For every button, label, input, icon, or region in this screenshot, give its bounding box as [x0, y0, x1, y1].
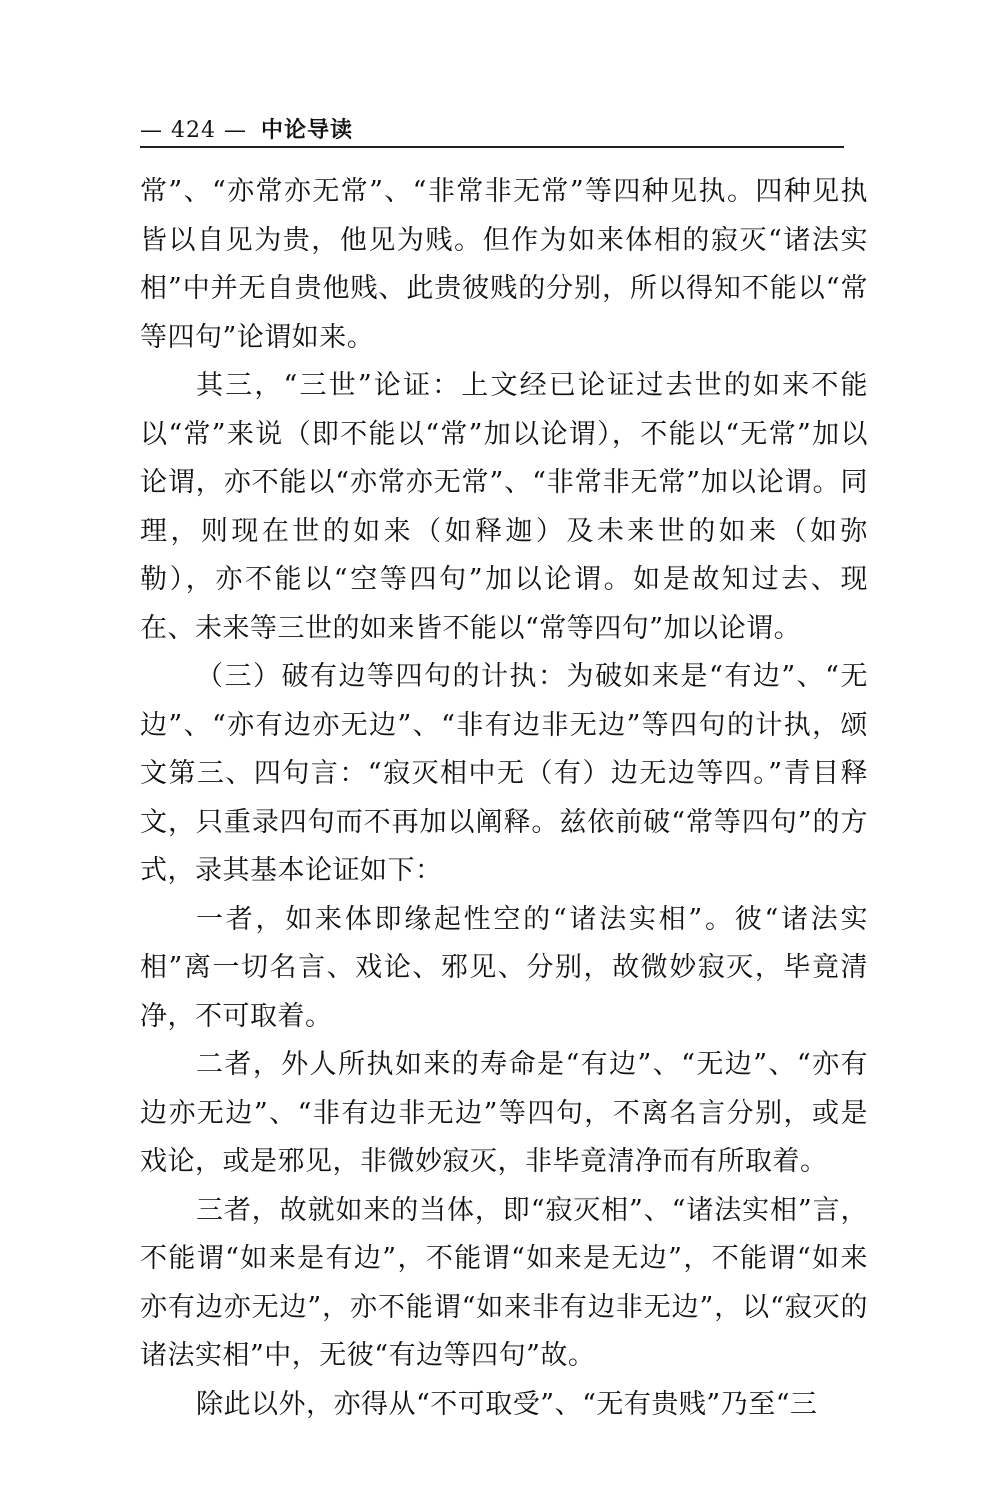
body-text — [140, 168, 868, 1429]
running-header — [140, 116, 353, 146]
paragraph-point-two: 二者，外人所执如来的寿命是“有边”、“无边”、“亦有边亦无边”、“非有边非无边”等四句，不离名言分别，或是戏论，或是邪见，非微妙寂灭，非毕竟清净而有所取着。 — [140, 1049, 868, 1177]
paragraph-point-three: 三者，故就如来的当体，即“寂灭相”、“诸法实相”言，不能谓“如来是有边”，不能谓“如来是无边”，不能谓“如来亦有边亦无边”，亦不能谓“如来非有边非无边”，以“寂灭的诸法实相”中，无彼“有边等四句”故。 — [140, 1194, 868, 1371]
paragraph-final: 除此以外，亦得从“不可取受”、“无有贵贱”乃至“三 — [196, 1388, 818, 1420]
page-number: — 424 — — [140, 118, 247, 143]
book-title: 中论导读 — [260, 118, 353, 143]
paragraph-point-one: 一者，如来体即缘起性空的“诸法实相”。彼“诸法实相”离一切名言、戏论、邪见、分别，故微妙寂灭，毕竟清净，不可取着。 — [140, 903, 868, 1032]
paragraph-three-times-argument: 其三，“三世”论证：上文经已论证过去世的如来不能以“常”来说（即不能以“常”加以论谓），不能以“无常”加以论谓，亦不能以“亦常亦无常”、“非常非无常”加以论谓。同理，则现在世的如来（如释迦）及未来世的如来（如弥勒），亦不能以“空等四句”加以论谓。如是故知过去、现在、未来等三世的如来皆不能以“常等四句”加以论谓。 — [140, 370, 868, 644]
header-rule — [140, 146, 844, 148]
paragraph-continued: 常”、“亦常亦无常”、“非常非无常”等四种见执。四种见执皆以自见为贵，他见为贱。但作为如来体相的寂灭“诸法实相”中并无自贵他贱、此贵彼贱的分别，所以得知不能以“常等四句”论谓如来。 — [140, 176, 868, 353]
paragraph-section-three: （三）破有边等四句的计执：为破如来是“有边”、“无边”、“亦有边亦无边”、“非有边非无边”等四句的计执，颂文第三、四句言：“寂灭相中无（有）边无边等四。”青目释文，只重录四句而不再加以阐释。兹依前破“常等四句”的方式，录其基本论证如下： — [140, 661, 868, 886]
